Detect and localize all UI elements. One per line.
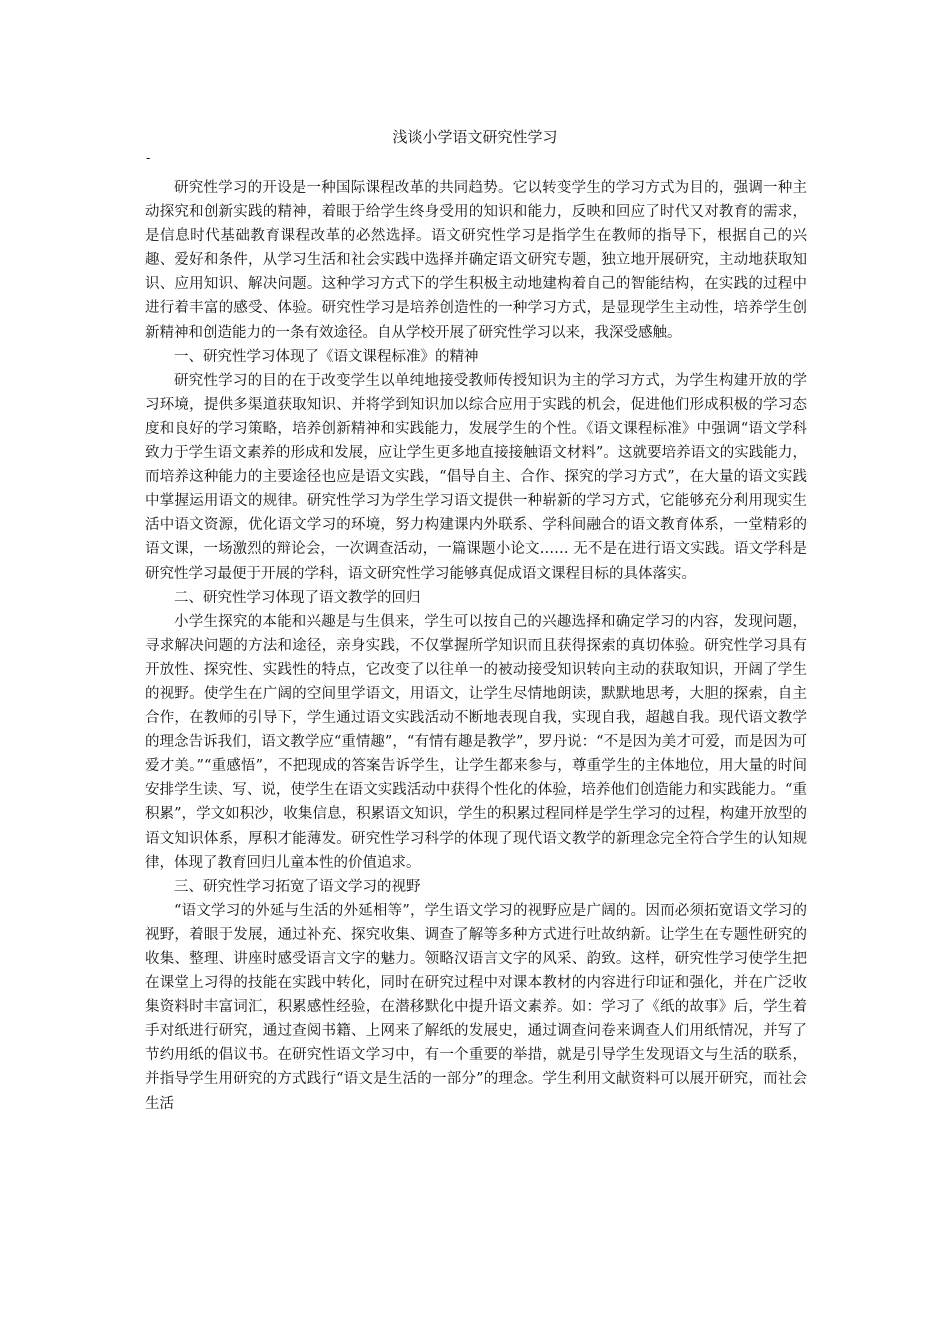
paragraph-section-2: 小学生探究的本能和兴趣是与生俱来，学生可以按自己的兴趣选择和确定学习的内容，发现问题，寻求解决问题的方法和途径，亲身实践，不仅掌握所学知识而且获得探索的真切体验。研究性学习具有开放性、探究性、实践性的特点，它改变了以往单一的被动接受知识转向主动的获取知识，开阔了学生的视野。使学生在广阔的空间里学语文，用语文，让学生尽情地朗读，默默地思考，大胆的探索，自主合作，在教师的引导下，学生通过语文实践活动不断地表现自我，实现自我，超越自我。现代语文教学的理念告诉我们，语文教学应“重情趣”，“有情有趣是教学”，罗丹说：“不是因为美才可爱，而是因为可爱才美。”“重感悟”，不把现成的答案告诉学生，让学生都来参与，尊重学生的主体地位，用大量的时间安排学生读、写、说，使学生在语文实践活动中获得个性化的体验，培养他们创造能力和实践能力。“重积累”，学文如积沙，收集信息，积累语文知识，学生的积累过程同样是学生学习的过程，构建开放型的语文知识体系，厚积才能薄发。研究性学习科学的体现了现代语文教学的新理念完全符合学生的认知规律，体现了教育回归儿童本性的价值追求。	[145, 613, 807, 871]
stray-mark: -	[146, 151, 151, 166]
page-title: 浅谈小学语文研究性学习	[392, 128, 558, 146]
paragraph-section-3: “语文学习的外延与生活的外延相等”，学生语文学习的视野应是广阔的。因而必须拓宽语文学习的视野，着眼于发展，通过补充、探究收集、调查了解等多种方式进行吐故纳新。让学生在专题性研究的收集、整理、讲座时感受语言文字的魅力。领略汉语言文字的风采、韵致。这样，研究性学习使学生把在课堂上习得的技能在实践中转化，同时在研究过程中对课本教材的内容进行印证和强化，并在广泛收集资料时丰富词汇，积累感性经验，在潜移默化中提升语文素养。如：学习了《纸的故事》后，学生着手对纸进行研究，通过查阅书籍、上网来了解纸的发展史，通过调查问卷来调查人们用纸情况，并写了节约用纸的倡议书。在研究性语文学习中，有一个重要的举措，就是引导学生发现语文与生活的联系，并指导学生用研究的方式践行“语文是生活的一部分”的理念。学生利用文献资料可以展开研究，而社会生活	[145, 902, 807, 1112]
section-heading-1: 一、研究性学习体现了《语文课程标准》的精神	[174, 348, 479, 365]
paragraph-intro: 研究性学习的开设是一种国际课程改革的共同趋势。它以转变学生的学习方式为目的，强调一种主动探究和创新实践的精神，着眼于给学生终身受用的知识和能力，反映和回应了时代又对教育的需求，是信息时代基础教育课程改革的必然选择。语文研究性学习是指学生在教师的指导下，根据自己的兴趣、爱好和条件，从学习生活和社会实践中选择并确定语文研究专题，独立地开展研究，主动地获取知识、应用知识、解决问题。这种学习方式下的学生积极主动地建构着自己的智能结构，在实践的过程中进行着丰富的感受、体验。研究性学习是培养创造性的一种学习方式，是显现学生主动性，培养学生创新精神和创造能力的一条有效途径。自从学校开展了研究性学习以来，我深受感触。	[145, 180, 807, 341]
paragraph-section-1: 研究性学习的目的在于改变学生以单纯地接受教师传授知识为主的学习方式，为学生构建开放的学习环境，提供多渠道获取知识、并将学到知识加以综合应用于实践的机会，促进他们形成积极的学习态度和良好的学习策略，培养创新精神和实践能力，发展学生的个性。《语文课程标准》中强调“语文学科致力于学生语文素养的形成和发展，应让学生更多地直接接触语文材料”。这就要培养语文的实践能力，而培养这种能力的主要途径也应是语文实践，“倡导自主、合作、探究的学习方式”，在大量的语文实践中掌握运用语文的规律。研究性学习为学生学习语文提供一种崭新的学习方式，它能够充分利用现实生活中语文资源，优化语文学习的环境，努力构建课内外联系、学科间融合的语文教育体系，一堂精彩的语文课，一场激烈的辩论会，一次调查活动，一篇课题小论文…… 无不是在进行语文实践。语文学科是研究性学习最便于开展的学科，语文研究性学习能够真促成语文课程目标的具体落实。	[145, 372, 807, 582]
section-heading-3: 三、研究性学习拓宽了语文学习的视野	[174, 878, 421, 895]
section-heading-2: 二、研究性学习体现了语文教学的回归	[174, 589, 421, 606]
document-body	[145, 176, 807, 1116]
